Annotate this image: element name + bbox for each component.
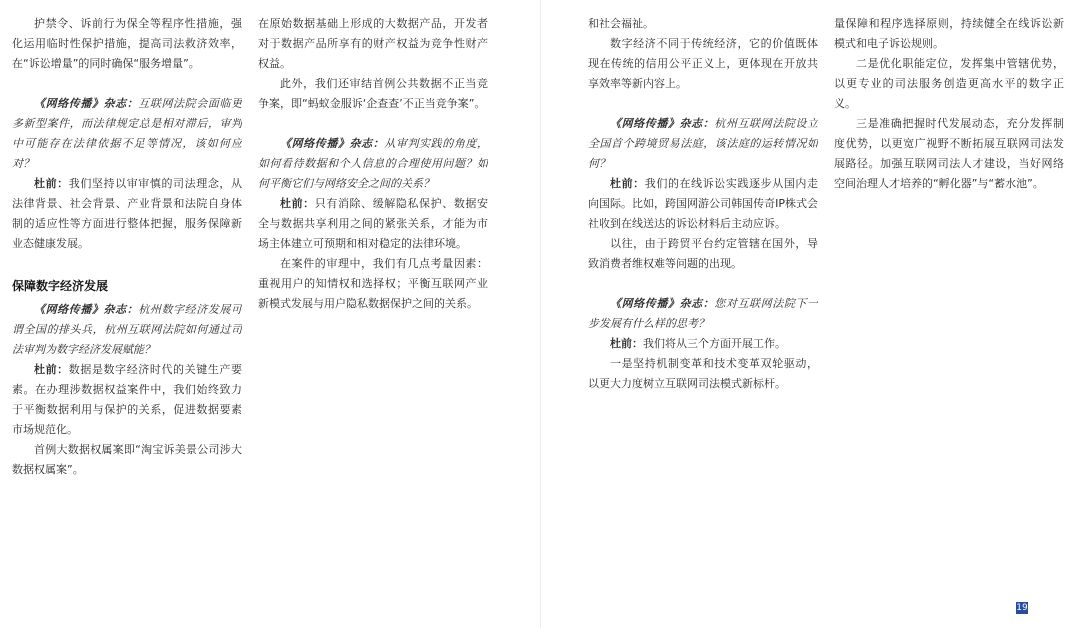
answer-text: 我们将从三个方面开展工作。 — [643, 337, 786, 350]
question-label: 《网络传播》杂志： — [610, 297, 715, 310]
interview-question — [258, 134, 488, 194]
body-paragraph: 二是优化职能定位，发挥集中管辖优势，以更专业的司法服务创造更高水平的数字正义。 — [834, 57, 1064, 110]
speaker-label: 杜前： — [610, 337, 643, 350]
question-label: 《网络传播》杂志： — [34, 303, 139, 316]
body-paragraph: 量保障和程序选择原则，持续健全在线诉讼新模式和电子诉讼规则。 — [834, 17, 1064, 50]
question-label: 《网络传播》杂志： — [34, 97, 139, 110]
column-3 — [588, 14, 818, 614]
body-paragraph: 一是坚持机制变革和技术变革双轮驱动，以更大力度树立互联网司法模式新标杆。 — [588, 357, 818, 390]
column-1 — [12, 14, 242, 614]
body-paragraph: 以往，由于跨贸平台约定管辖在国外，导致消费者维权难等问题的出现。 — [588, 237, 818, 270]
interview-question — [12, 94, 242, 174]
page-number: 19 — [1016, 603, 1028, 613]
question-label: 《网络传播》杂志： — [280, 137, 385, 150]
interview-answer — [12, 174, 242, 254]
interview-question — [588, 294, 818, 334]
question-text: 您对互联网法院下一步发展有什么样的思考？ — [588, 297, 818, 330]
answer-text: 我们坚持以审审慎的司法理念，从法律背景、社会背景、产业背景和法院自身体制的适应性等方面进行整体把握，服务保障新业态健康发展。 — [12, 177, 242, 250]
body-paragraph: 数字经济不同于传统经济，它的价值既体现在传统的信用公平正义上，更体现在开放共享效率等新内容上。 — [588, 37, 818, 90]
body-paragraph: 和社会福祉。 — [588, 17, 654, 30]
interview-answer — [588, 174, 818, 234]
intro-paragraph: 护禁令、诉前行为保全等程序性措施，强化运用临时性保护措施，提高司法救济效率，在“诉讼增量”的同时确保“服务增量”。 — [12, 17, 242, 70]
interview-answer — [258, 194, 488, 254]
question-label: 《网络传播》杂志： — [610, 117, 715, 130]
interview-answer — [12, 360, 242, 440]
section-heading: 保障数字经济发展 — [12, 279, 109, 293]
answer-text: 我们的在线诉讼实践逐步从国内走向国际。比如，跨国网游公司韩国传奇IP株式会社收到在线送达的诉讼材料后主动应诉。 — [588, 177, 818, 230]
body-paragraph: 首例大数据权属案即“淘宝诉美景公司涉大数据权属案”。 — [12, 443, 242, 476]
speaker-label: 杜前： — [34, 177, 69, 190]
answer-text: 数据是数字经济时代的关键生产要素。在办理涉数据权益案件中，我们始终致力于平衡数据利用与保护的关系，促进数据要素市场规范化。 — [12, 363, 242, 436]
column-4 — [834, 14, 1064, 614]
speaker-label: 杜前： — [280, 197, 315, 210]
interview-question — [588, 114, 818, 174]
interview-question — [12, 300, 242, 360]
body-paragraph: 在原始数据基础上形成的大数据产品，开发者对于数据产品所享有的财产权益为竞争性财产权益。 — [258, 17, 488, 70]
body-paragraph: 三是准确把握时代发展动态，充分发挥制度优势，以更宽广视野不断拓展互联网司法发展路径。加强互联网司法人才建设，当好网络空间治理人才培养的“孵化器”与“蓄水池”。 — [834, 117, 1064, 190]
column-2 — [258, 14, 488, 614]
speaker-label: 杜前： — [610, 177, 645, 190]
answer-text: 只有消除、缓解隐私保护、数据安全与数据共享利用之间的紧张关系，才能为市场主体建立可预期和相对稳定的法律环境。 — [258, 197, 488, 250]
page-gutter — [540, 0, 541, 628]
body-paragraph: 在案件的审理中，我们有几点考量因素：重视用户的知情权和选择权；平衡互联网产业新模式发展与用户隐私数据保护之间的关系。 — [258, 257, 488, 310]
interview-answer — [588, 334, 818, 354]
question-text: 杭州互联网法院设立全国首个跨境贸易法庭，该法庭的运转情况如何？ — [588, 117, 818, 170]
speaker-label: 杜前： — [34, 363, 69, 376]
question-text: 从审判实践的角度，如何看待数据和个人信息的合理使用问题？如何平衡它们与网络安全之间的关系？ — [258, 137, 488, 190]
body-paragraph: 此外，我们还审结首例公共数据不正当竞争案，即“蚂蚁金服诉‘企查查’不正当竞争案”。 — [258, 77, 488, 110]
question-text: 杭州数字经济发展可谓全国的排头兵，杭州互联网法院如何通过司法审判为数字经济发展赋能？ — [12, 303, 242, 356]
question-text: 互联网法院会面临更多新型案件，而法律规定总是相对滞后，审判中可能存在法律依据不足等情况，该如何应对？ — [12, 97, 242, 170]
